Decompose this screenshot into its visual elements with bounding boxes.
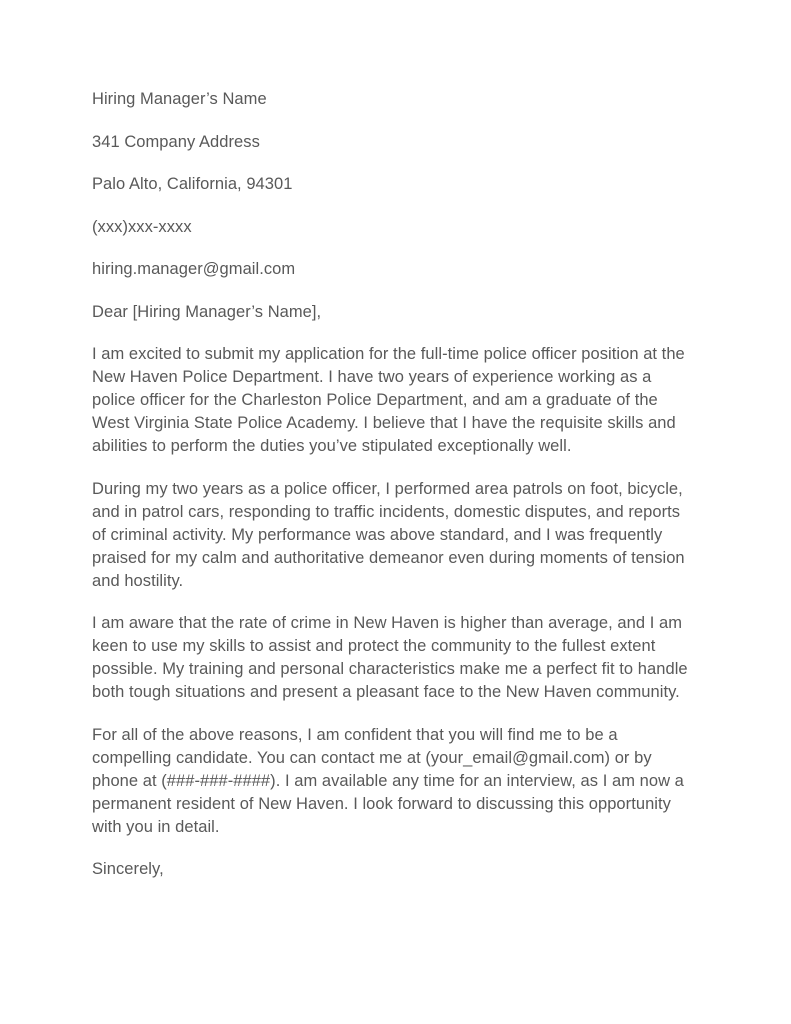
body-paragraph: During my two years as a police officer, I performed area patrols on foot, bicycle, and in patrol cars, responding to traffic incidents, domestic disputes, and reports of criminal activity. My performance was above standard, and I was frequently praised for my calm and authoritative demeanor even during moments of tension and hostility. bbox=[92, 479, 685, 590]
body-paragraph: For all of the above reasons, I am confident that you will find me to be a compelling candidate. You can contact me at (your_email@gmail.com) or by phone at (###-###-####). I am available any time for an interview, as I am now a permanent resident of New Haven. I look forward to discussing this opportunity with you in detail. bbox=[92, 725, 684, 836]
body-paragraph: I am excited to submit my application for the full-time police officer position at the New Haven Police Department. I have two years of experience working as a police officer for the Charleston Police Department, and am a graduate of the West Virginia State Police Academy. I believe that I have the requisite skills and abilities to perform the duties you’ve stipulated exceptionally well. bbox=[92, 345, 685, 455]
letter-body bbox=[92, 343, 697, 839]
recipient-name: Hiring Manager’s Name bbox=[92, 90, 267, 108]
recipient-email: hiring.manager@gmail.com bbox=[92, 260, 296, 278]
recipient-phone: (xxx)xxx-xxxx bbox=[92, 217, 192, 236]
recipient-city-state-zip: Palo Alto, California, 94301 bbox=[92, 175, 293, 193]
body-paragraph: I am aware that the rate of crime in New Haven is higher than average, and I am keen to use my skills to assist and protect the community to the fullest extent possible. My training and personal characteristics make me a perfect fit to handle both tough situations and present a pleasant face to the New Haven community. bbox=[92, 614, 688, 701]
salutation: Dear [Hiring Manager’s Name], bbox=[92, 302, 322, 321]
closing: Sincerely, bbox=[92, 860, 164, 878]
recipient-address: 341 Company Address bbox=[92, 132, 260, 151]
recipient-block bbox=[92, 88, 697, 281]
